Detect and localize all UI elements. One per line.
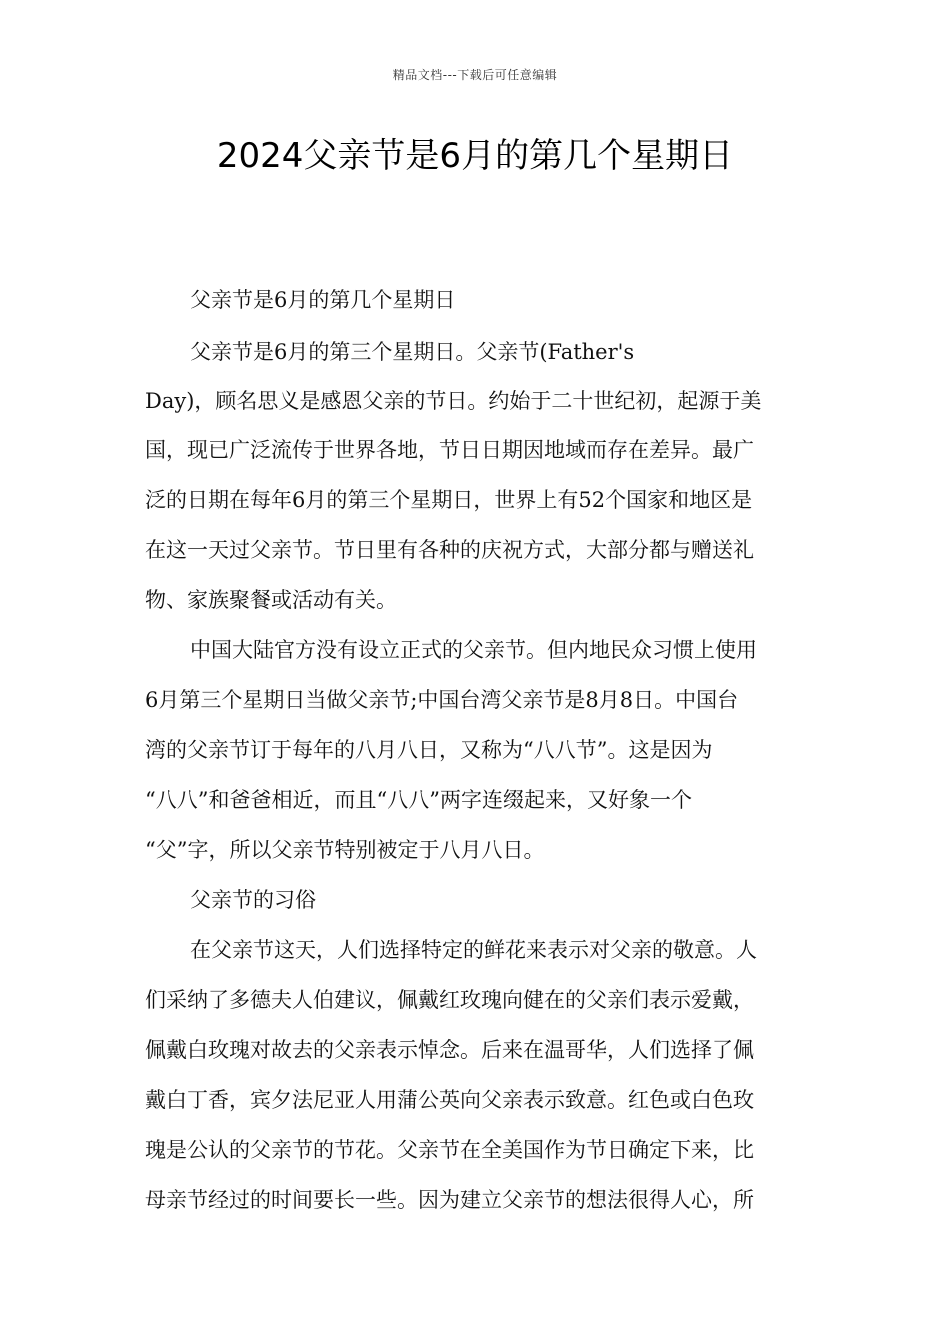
paragraph-line: 母亲节经过的时间要长一些。因为建立父亲节的想法很得人心，所 bbox=[145, 1188, 754, 1212]
paragraph-line: 戴白丁香，宾夕法尼亚人用蒲公英向父亲表示致意。红色或白色玫 bbox=[145, 1088, 754, 1112]
paragraph-line: 在这一天过父亲节。节日里有各种的庆祝方式，大部分都与赠送礼 bbox=[145, 538, 754, 562]
paragraph-line: Day)，顾名思义是感恩父亲的节日。约始于二十世纪初，起源于美 bbox=[145, 389, 762, 413]
paragraph-line: 在父亲节这天，人们选择特定的鲜花来表示对父亲的敬意。人 bbox=[190, 938, 757, 962]
subheading: 父亲节的习俗 bbox=[190, 888, 316, 912]
paragraph-line: “八八”和爸爸相近，而且“八八”两字连缀起来，又好象一个 bbox=[145, 788, 692, 812]
paragraph-line: 们采纳了多德夫人伯建议，佩戴红玫瑰向健在的父亲们表示爱戴， bbox=[145, 988, 754, 1012]
paragraph-line: 父亲节是6月的第三个星期日。父亲节(Father's bbox=[190, 340, 635, 364]
paragraph-line: 泛的日期在每年6月的第三个星期日，世界上有52个国家和地区是 bbox=[145, 488, 753, 512]
header-note: 精品文档---下载后可任意编辑 bbox=[392, 68, 558, 82]
paragraph-line: 中国大陆官方没有设立正式的父亲节。但内地民众习惯上使用 bbox=[190, 638, 757, 662]
paragraph-line: 6月第三个星期日当做父亲节;中国台湾父亲节是8月8日。中国台 bbox=[145, 688, 739, 712]
paragraph-line: 湾的父亲节订于每年的八月八日，又称为“八八节”。这是因为 bbox=[145, 738, 713, 762]
paragraph-line: 佩戴白玫瑰对故去的父亲表示悼念。后来在温哥华，人们选择了佩 bbox=[145, 1038, 754, 1062]
paragraph-line: 国，现已广泛流传于世界各地，节日日期因地域而存在差异。最广 bbox=[145, 438, 754, 462]
document-title: 2024父亲节是6月的第几个星期日 bbox=[216, 136, 734, 176]
paragraph-line: 瑰是公认的父亲节的节花。父亲节在全美国作为节日确定下来，比 bbox=[145, 1138, 754, 1162]
subheading: 父亲节是6月的第几个星期日 bbox=[190, 288, 456, 312]
paragraph-line: “父”字，所以父亲节特别被定于八月八日。 bbox=[145, 838, 545, 862]
paragraph-line: 物、家族聚餐或活动有关。 bbox=[145, 588, 397, 612]
